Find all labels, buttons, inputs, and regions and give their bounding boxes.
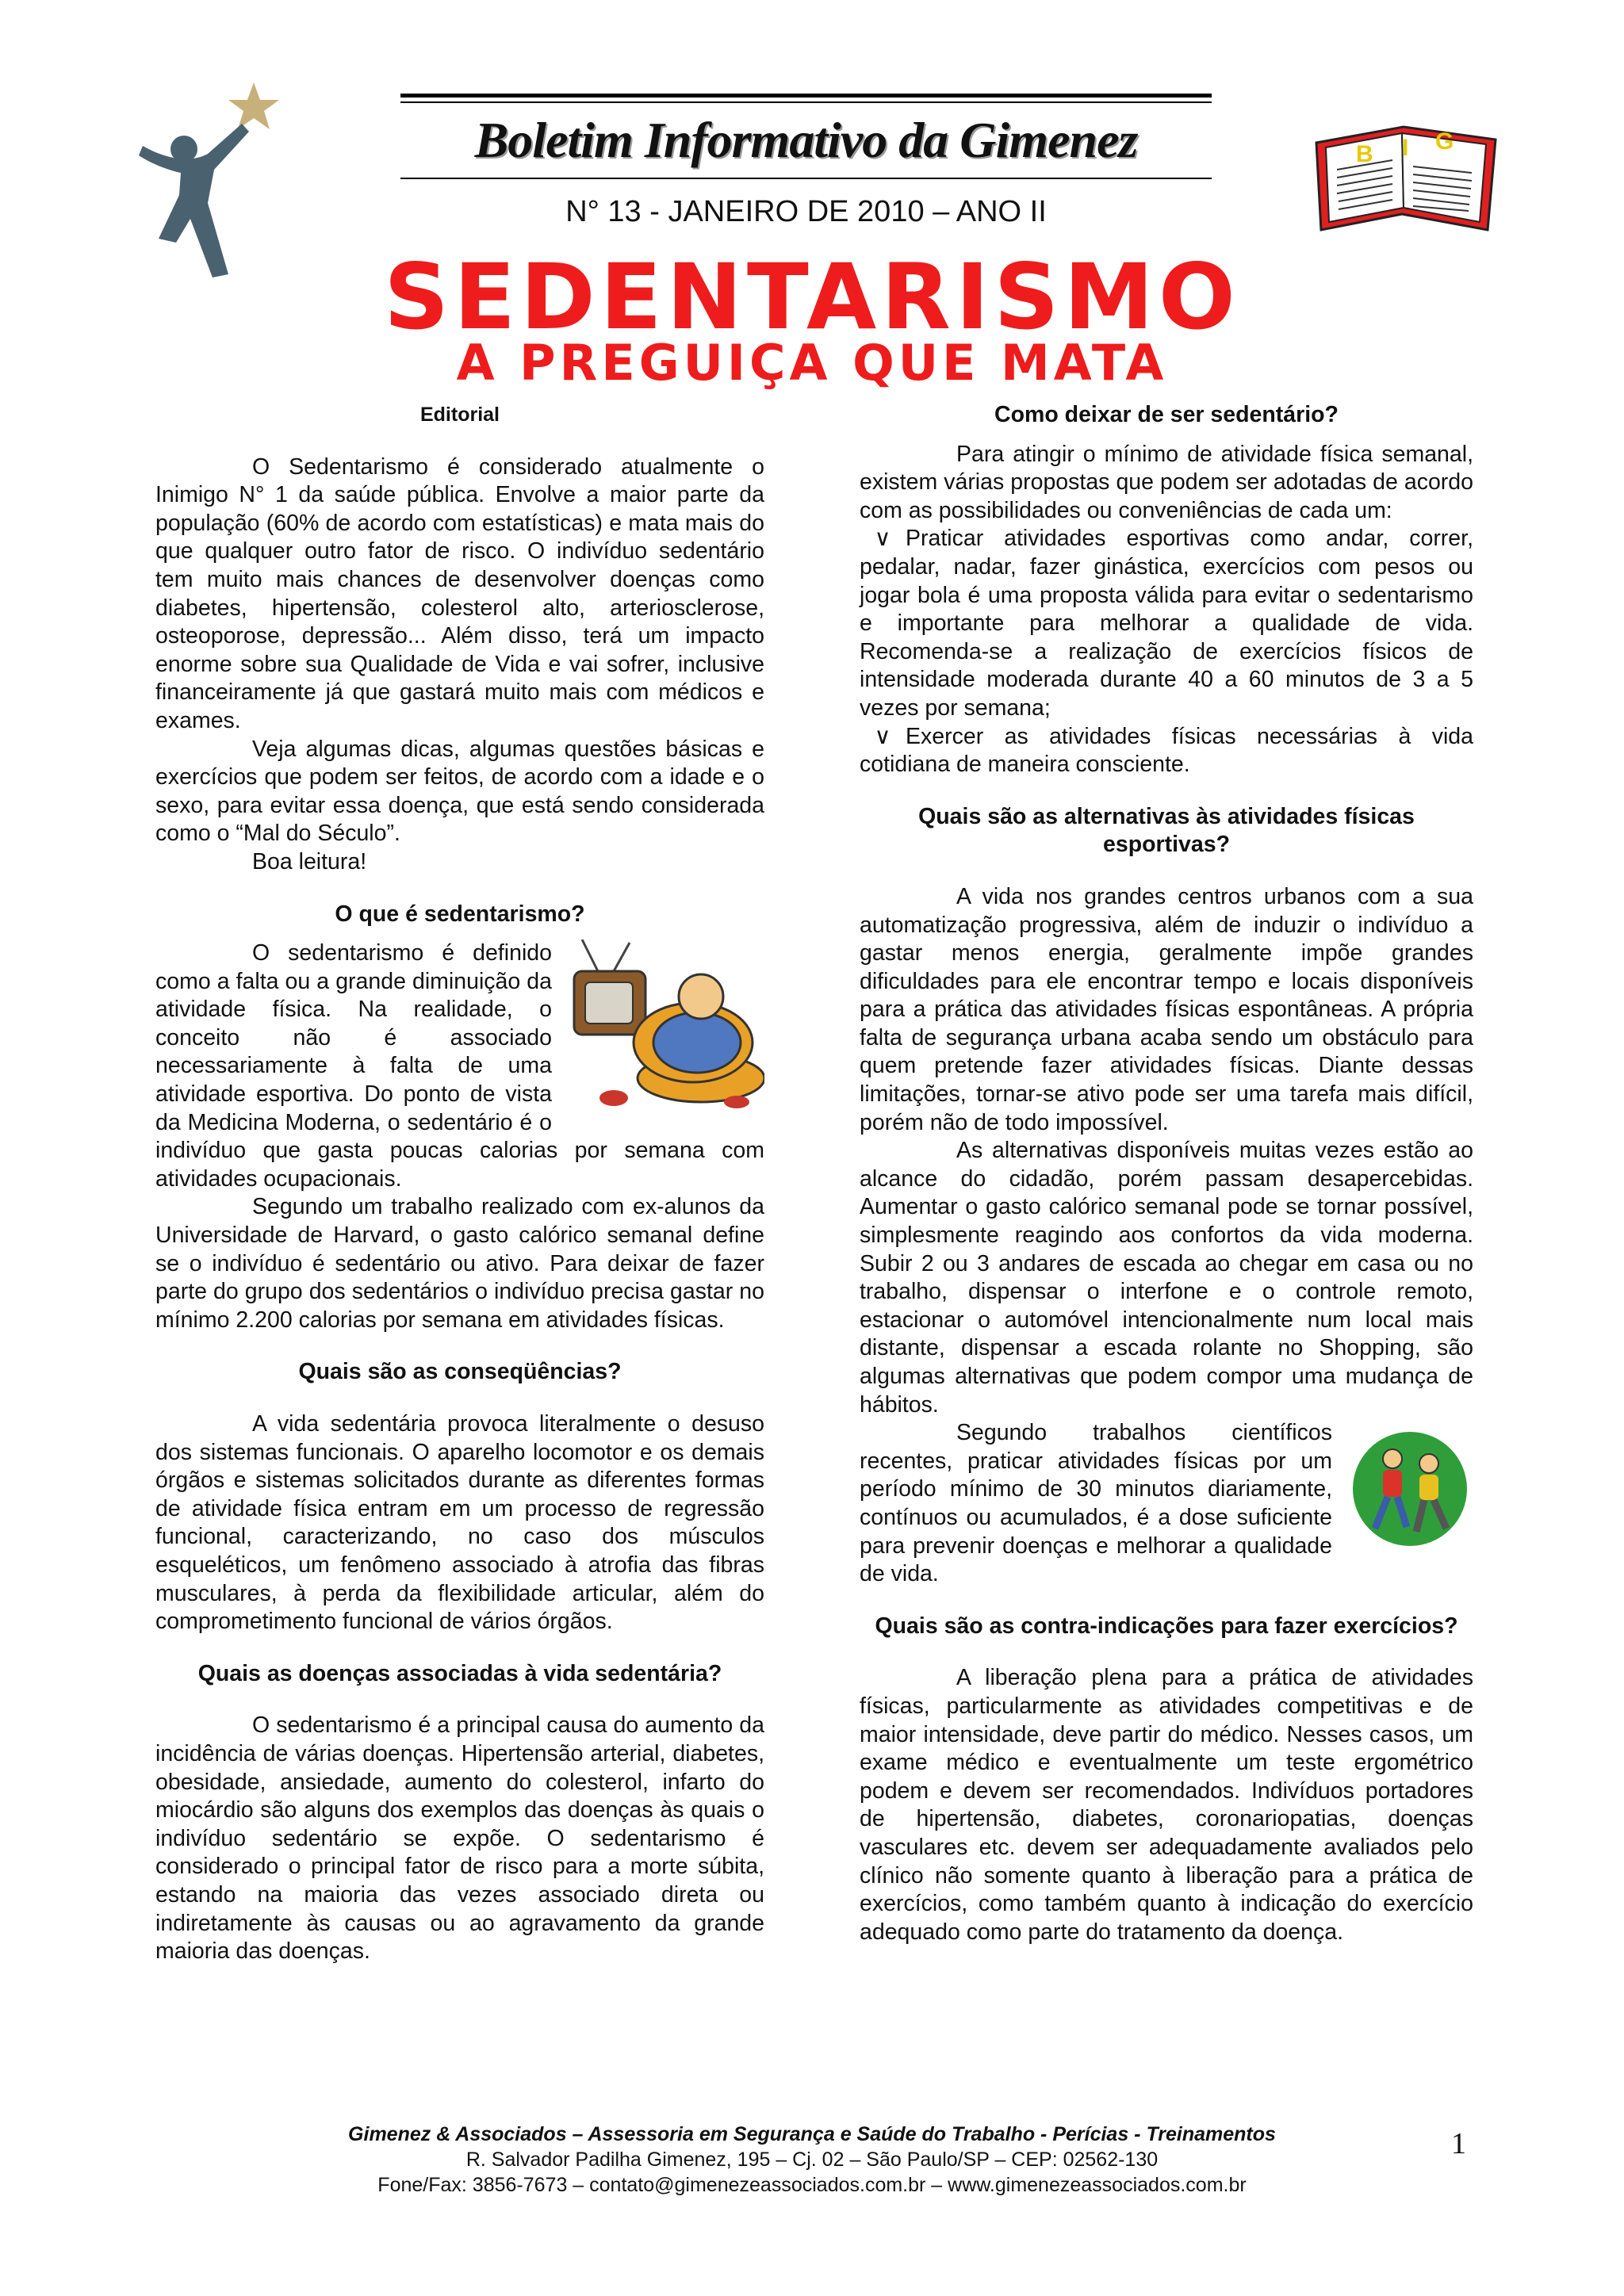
how-bullet-1-text: Praticar atividades esportivas como andar, correr, pedalar, nadar, fazer ginástica, exercícios com pesos ou jogar bola é uma proposta válida para evitar o sedentarismo e importante para melhorar a qualidade de vida. Recomenda-se a realização de exercícios físicos de intensidade moderada durante 40 a 60 minutos de 3 a 5 vezes por semana; bbox=[860, 526, 1473, 721]
how-paragraph: Para atingir o mínimo de atividade física semanal, existem várias propostas que podem ser adotadas de acordo com as possibilidades ou conveniências de cada um: bbox=[860, 441, 1473, 523]
consequences-paragraph: A vida sedentária provoca literalmente o desuso dos sistemas funcionais. O aparelho locomotor e os demais órgãos e sistemas solicitados durante as diferentes formas de atividade física entram em um processo de regressão funcional, caracterizando, no caso dos músculos esqueléticos, um fenômeno associado à atrofia das fibras musculares, à perda da flexibilidade articular, além do comprometimento funcional de vários órgãos. bbox=[155, 1411, 764, 1635]
alternatives-paragraph-1: A vida nos grandes centros urbanos com a sua automatização progressiva, além de induzir o indivíduo a gastar menos energia, geralmente impõe grandes dificuldades para ele encontrar tempo e locais disponíveis para a prática das atividades físicas espontâneas. A própria falta de segurança urbana acaba sendo um obstáculo para quem pretende fazer atividades físicas. Diante dessas limitações, tornar-se ativo pode ser uma tarefa mais difícil, porém não de todo impossível. bbox=[860, 883, 1473, 1135]
masthead-mid-rule bbox=[400, 178, 1212, 179]
alternatives-paragraph-3: Segundo trabalhos científicos recentes, praticar atividades físicas por um período mínimo de 30 minutos diariamente, contínuos ou acumulados, é a dose suficiente para prevenir doenças e melhorar a qualidade de vida. bbox=[860, 1420, 1332, 1587]
contra-heading: Quais são as contra-indicações para fazer exercícios? bbox=[875, 1613, 1458, 1639]
figure-star-icon bbox=[135, 76, 293, 282]
book-letter-g: G bbox=[1435, 128, 1454, 155]
footer-contact-line: Fone/Fax: 3856-7673 – contato@gimenezeassociados.com.br – www.gimenezeassociados.com.br bbox=[377, 2174, 1247, 2196]
footer bbox=[159, 2122, 1465, 2198]
masthead-top-rule-thin bbox=[400, 101, 1212, 103]
editorial-paragraph-1: O Sedentarismo é considerado atualmente o Inimigo N° 1 da saúde pública. Envolve a maior parte da população (60% de acordo com estatísticas) e mata mais do que qualquer outro fator de risco. O indivíduo sedentário tem muito mais chances de desenvolver doenças como diabetes, hipertensão, colesterol alto, arteriosclerose, osteoporose, depressão... Além disso, terá um impacto enorme sobre sua Qualidade de Vida e vai sofrer, inclusive financeiramente já que gastará muito mais com médicos e exames. bbox=[155, 453, 764, 733]
how-bullet-2-text: Exercer as atividades físicas necessárias à vida cotidiana de maneira consciente. bbox=[860, 723, 1473, 778]
page-number: 1 bbox=[1451, 2127, 1466, 2160]
company-logo bbox=[135, 76, 293, 282]
book-letter-i: I bbox=[1402, 135, 1409, 161]
left-column bbox=[155, 401, 764, 1966]
editorial-heading: Editorial bbox=[419, 404, 500, 426]
diseases-heading: Quais as doenças associadas à vida sedentária? bbox=[197, 1660, 722, 1686]
check-mark-icon: ∨ bbox=[874, 723, 891, 749]
what-is-heading: O que é sedentarismo? bbox=[335, 901, 585, 927]
check-mark-icon: ∨ bbox=[874, 526, 891, 552]
how-bullet-1 bbox=[860, 525, 1473, 722]
runners-illustration bbox=[1346, 1425, 1473, 1552]
issue-line: N° 13 - JANEIRO DE 2010 – ANO II bbox=[565, 195, 1047, 228]
editorial-paragraph-3: Boa leitura! bbox=[252, 848, 367, 874]
couch-potato-illustration bbox=[566, 939, 764, 1114]
footer-company-line: Gimenez & Associados – Assessoria em Segurança e Saúde do Trabalho - Perícias - Treinamentos bbox=[348, 2123, 1276, 2145]
runners-icon bbox=[1346, 1425, 1473, 1552]
headline: SEDENTARISMO bbox=[384, 244, 1240, 350]
couch-tv-icon bbox=[566, 939, 764, 1114]
footer-address-line: R. Salvador Padilha Gimenez, 195 – Cj. 02 – São Paulo/SP – CEP: 02562-130 bbox=[465, 2149, 1159, 2171]
open-book-icon bbox=[1308, 111, 1503, 238]
book-letter-b: B bbox=[1356, 141, 1373, 167]
subheadline: A PREGUIÇA QUE MATA bbox=[456, 334, 1168, 392]
what-is-paragraph-2: Segundo um trabalho realizado com ex-alunos da Universidade de Harvard, o gasto calórico semanal define se o indivíduo é sedentário ou ativo. Para deixar de fazer parte do grupo dos sedentários o indivíduo precisa gastar no mínimo 2.200 calorias por semana em atividades físicas. bbox=[155, 1194, 764, 1333]
right-column bbox=[860, 401, 1473, 1946]
alternatives-paragraph-2: As alternativas disponíveis muitas vezes estão ao alcance do cidadão, porém passam desapercebidas. Aumentar o gasto calórico semanal pode se tornar possível, simplesmente reagindo aos confortos da vida moderna. Subir 2 ou 3 andares de escada ao chegar em casa ou no trabalho, dispensar o interfone e o controle remoto, estacionar o automóvel intencionalmente num local mais distante, dispensar a escada rolante no Shopping, são algumas alternativas que podem compor uma mudança de hábitos. bbox=[860, 1138, 1473, 1418]
masthead-title: Boletim Informativo da Gimenez bbox=[474, 112, 1138, 168]
masthead-top-rule bbox=[400, 94, 1212, 98]
editorial-paragraph-2: Veja algumas dicas, algumas questões básicas e exercícios que podem ser feitos, de acordo com a idade e o sexo, para evitar essa doença, que está sendo considerada como o “Mal do Século”. bbox=[155, 736, 764, 847]
alternatives-heading: Quais são as alternativas às atividades físicas esportivas? bbox=[918, 803, 1415, 858]
big-book-logo bbox=[1308, 111, 1503, 238]
consequences-heading: Quais são as conseqüências? bbox=[298, 1359, 622, 1385]
what-is-paragraph-1: O sedentarismo é definido como a falta ou a grande diminuição da atividade física. Na realidade, o conceito não é associado necessariamente à falta de uma atividade esportiva. Do ponto de vista da Medicina Moderna, o sedentário é o indivíduo que gasta poucas calorias por semana com atividades ocupacionais. bbox=[155, 940, 764, 1192]
diseases-paragraph: O sedentarismo é a principal causa do aumento da incidência de várias doenças. Hipertensão arterial, diabetes, obesidade, ansiedade, aumento do colesterol, infarto do miocárdio são alguns dos exemplos das doenças às quais o indivíduo sedentário se expõe. O sedentarismo é considerado o principal fator de risco para a morte súbita, estando na maioria das vezes associado direta ou indiretamente às causas ou ao agravamento da grande maioria das doenças. bbox=[155, 1712, 764, 1965]
how-heading: Como deixar de ser sedentário? bbox=[994, 402, 1339, 427]
how-bullet-2 bbox=[860, 723, 1473, 779]
contra-paragraph: A liberação plena para a prática de atividades físicas, particularmente as atividades competitivas e de maior intensidade, deve partir do médico. Nesses casos, um exame médico e eventualmente um teste ergométrico podem e devem ser recomendados. Indivíduos portadores de hipertensão, diabetes, coronariopatias, doenças vasculares etc. devem ser adequadamente avaliados pelo clínico não somente quanto à liberação para a prática de exercícios, como também quanto à indicação do exercício adequado como parte do tratamento da doença. bbox=[860, 1665, 1473, 1945]
